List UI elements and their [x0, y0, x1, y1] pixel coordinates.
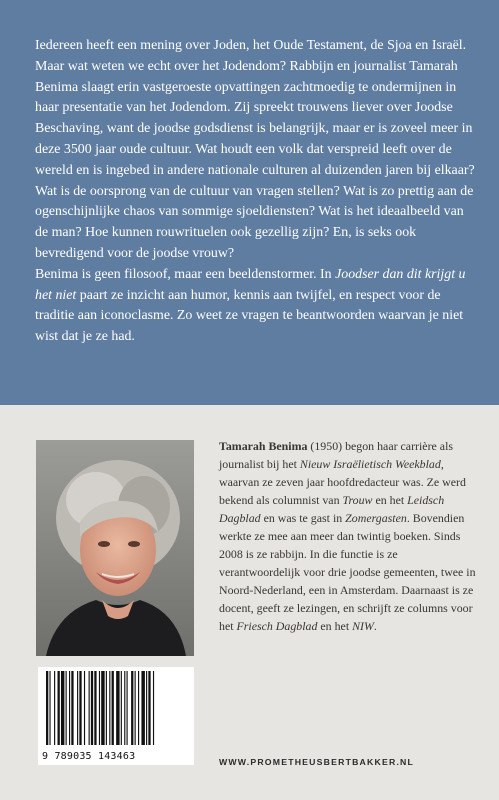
publisher-url: WWW.PROMETHEUSBERTBAKKER.NL — [219, 757, 415, 767]
bio-italic: NIW — [352, 619, 374, 633]
bio-text: en het — [317, 619, 353, 633]
book-title: Joodser dan dit krijgt u het niet — [35, 266, 466, 303]
bio-text: . Bovendien werkte ze mee aan meer dan twintig boeken. Sinds 2008 is ze rabbijn. In die functie is ze verantwoordelijk voor drie joodse gemeenten, twee in Noord-Nederland, een in Amsterdam. Daarnaast is ze docent, geeft ze lezingen, en schrijft ze columns voor het — [219, 511, 476, 633]
blurb-p2-start: Benima is geen filosoof, maar een beeldenstormer. In — [35, 266, 336, 282]
bio-text: en was te gast in — [260, 511, 346, 525]
blurb-p2-end: paart ze inzicht aan humor, kennis aan twijfel, en respect voor de traditie aan iconoclasme. Zo weet ze vragen te beantwoorden waarvan je niet wist dat je ze had. — [35, 287, 464, 345]
isbn-barcode — [38, 667, 194, 765]
bio-text: , waarvan ze zeven jaar hoofdredacteur was. Ze werd bekend als columnist van — [219, 457, 466, 507]
bio-text: (1950) begon haar carrière als journalist bij het — [219, 439, 454, 471]
bio-italic: Friesch Dagblad — [236, 619, 318, 633]
bio-italic: Zomergasten — [345, 511, 407, 525]
author-photo — [36, 440, 194, 656]
blurb-paragraph-2 — [35, 265, 480, 348]
bio-text: . — [373, 619, 377, 633]
bio-italic: Leidsch Dagblad — [219, 493, 445, 525]
barcode-bars — [38, 667, 194, 749]
blurb-paragraph-1: Iedereen heeft een mening over Joden, het Oude Testament, de Sjoa en Israël. Maar wat weten we echt over het Jodendom? Rabbijn en journalist Tamarah Benima slaagt erin vastgeroeste opvattingen zachtmoedig te ondermijnen in haar presentatie van het Jodendom. Zij spreekt trouwens liever over Joodse Beschaving, want de joodse godsdienst is belangrijk, maar er is zoveel meer in deze 3500 jaar oude cultuur. Wat houdt een volk dat verspreid leeft over de wereld en is ingebed in andere nationale culturen al duizenden jaren bij elkaar? Wat is de oorsprong van de cultuur van vragen stellen? Wat is zo prettig aan de ogenschijnlijke chaos van sommige sjoeldiensten? Wat is het ideaalbeeld van de man? Hoe kunnen rouwrituelen ook gezellig zijn? En, is seks ook bevredigend voor de joodse vrouw? — [35, 38, 475, 261]
author-portrait-image — [36, 440, 194, 656]
bio-text: en het — [372, 493, 408, 507]
author-name: Tamarah Benima — [219, 439, 308, 453]
isbn-number: 9 789035 143463 — [42, 751, 136, 762]
blurb-text — [35, 36, 480, 348]
bio-italic: Trouw — [342, 493, 373, 507]
author-bio — [219, 437, 477, 635]
bio-italic: Nieuw Israëlietisch Weekblad — [299, 457, 441, 471]
